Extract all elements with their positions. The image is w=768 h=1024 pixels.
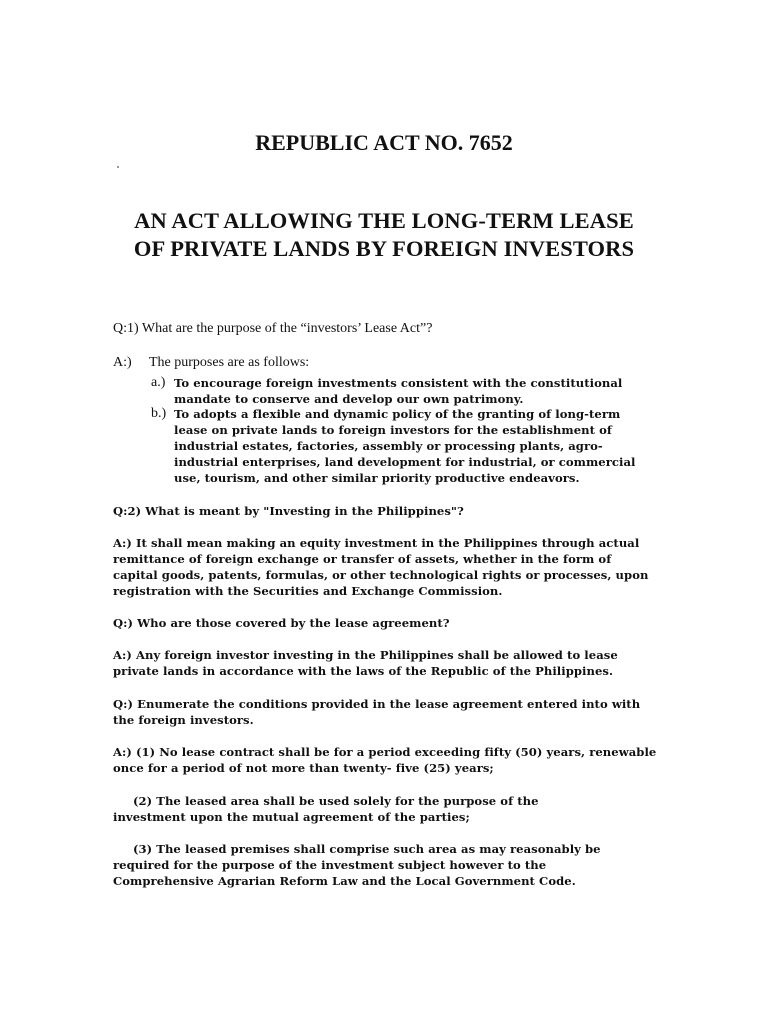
condition-1	[113, 744, 658, 776]
act-number-heading: REPUBLIC ACT NO. 7652	[255, 130, 513, 155]
question-2: Q:2) What is meant by "Investing in the Philippines"?	[113, 504, 464, 518]
text-line: industrial estates, factories, assembly or processing plants, agro-	[174, 439, 603, 453]
purpose-text	[174, 375, 644, 407]
text-line: required for the purpose of the investment subject however to the	[113, 858, 547, 872]
list-marker: b.)	[151, 406, 167, 421]
condition-2	[113, 793, 658, 825]
text-line: Q:) Enumerate the conditions provided in the lease agreement entered into with	[113, 697, 641, 711]
condition-3	[113, 841, 658, 889]
text-line: A:) It shall mean making an equity investment in the Philippines through actual	[113, 536, 640, 550]
answer-label: A:)	[113, 355, 132, 370]
text-line: (2) The leased area shall be used solely for the purpose of the	[133, 794, 539, 808]
text-line: To encourage foreign investments consistent with the constitutional	[174, 376, 623, 390]
text-line: A:) Any foreign investor investing in the Philippines shall be allowed to lease	[113, 648, 618, 662]
question-4	[113, 696, 658, 728]
text-line: Comprehensive Agrarian Reform Law and the Local Government Code.	[113, 874, 576, 888]
question-3: Q:) Who are those covered by the lease agreement?	[113, 616, 450, 630]
title-line: AN ACT ALLOWING THE LONG-TERM LEASE	[134, 208, 634, 233]
text-line: private lands in accordance with the laws of the Republic of the Philippines.	[113, 664, 614, 678]
text-line: once for a period of not more than twenty- five (25) years;	[113, 761, 494, 775]
answer-intro-text: The purposes are as follows:	[149, 355, 310, 370]
text-line: industrial enterprises, land development for industrial, or commercial	[174, 455, 636, 469]
text-line: the foreign investors.	[113, 713, 254, 727]
answer-2	[113, 535, 658, 599]
stray-mark	[117, 166, 119, 168]
question-1: Q:1) What are the purpose of the “investors’ Lease Act”?	[113, 321, 433, 336]
text-line: mandate to conserve and develop our own patrimony.	[174, 392, 524, 406]
text-line: remittance of foreign exchange or transfer of assets, whether in the form of	[113, 552, 612, 566]
answer-3	[113, 647, 658, 679]
text-line: (3) The leased premises shall comprise such area as may reasonably be	[133, 842, 601, 856]
text-line: use, tourism, and other similar priority productive endeavors.	[174, 471, 580, 485]
text-line: A:) (1) No lease contract shall be for a period exceeding fifty (50) years, renewable	[113, 745, 657, 759]
list-marker: a.)	[151, 375, 166, 390]
text-line: investment upon the mutual agreement of the parties;	[113, 810, 470, 824]
answer-1-intro	[113, 354, 309, 372]
text-line: lease on private lands to foreign investors for the establishment of	[174, 423, 612, 437]
act-title-heading	[0, 207, 768, 263]
title-line: OF PRIVATE LANDS BY FOREIGN INVESTORS	[133, 236, 635, 261]
text-line: capital goods, patents, formulas, or other technological rights or processes, upon	[113, 568, 649, 582]
purpose-text	[174, 406, 644, 486]
text-line: To adopts a flexible and dynamic policy of the granting of long-term	[174, 407, 621, 421]
text-line: registration with the Securities and Exchange Commission.	[113, 584, 503, 598]
